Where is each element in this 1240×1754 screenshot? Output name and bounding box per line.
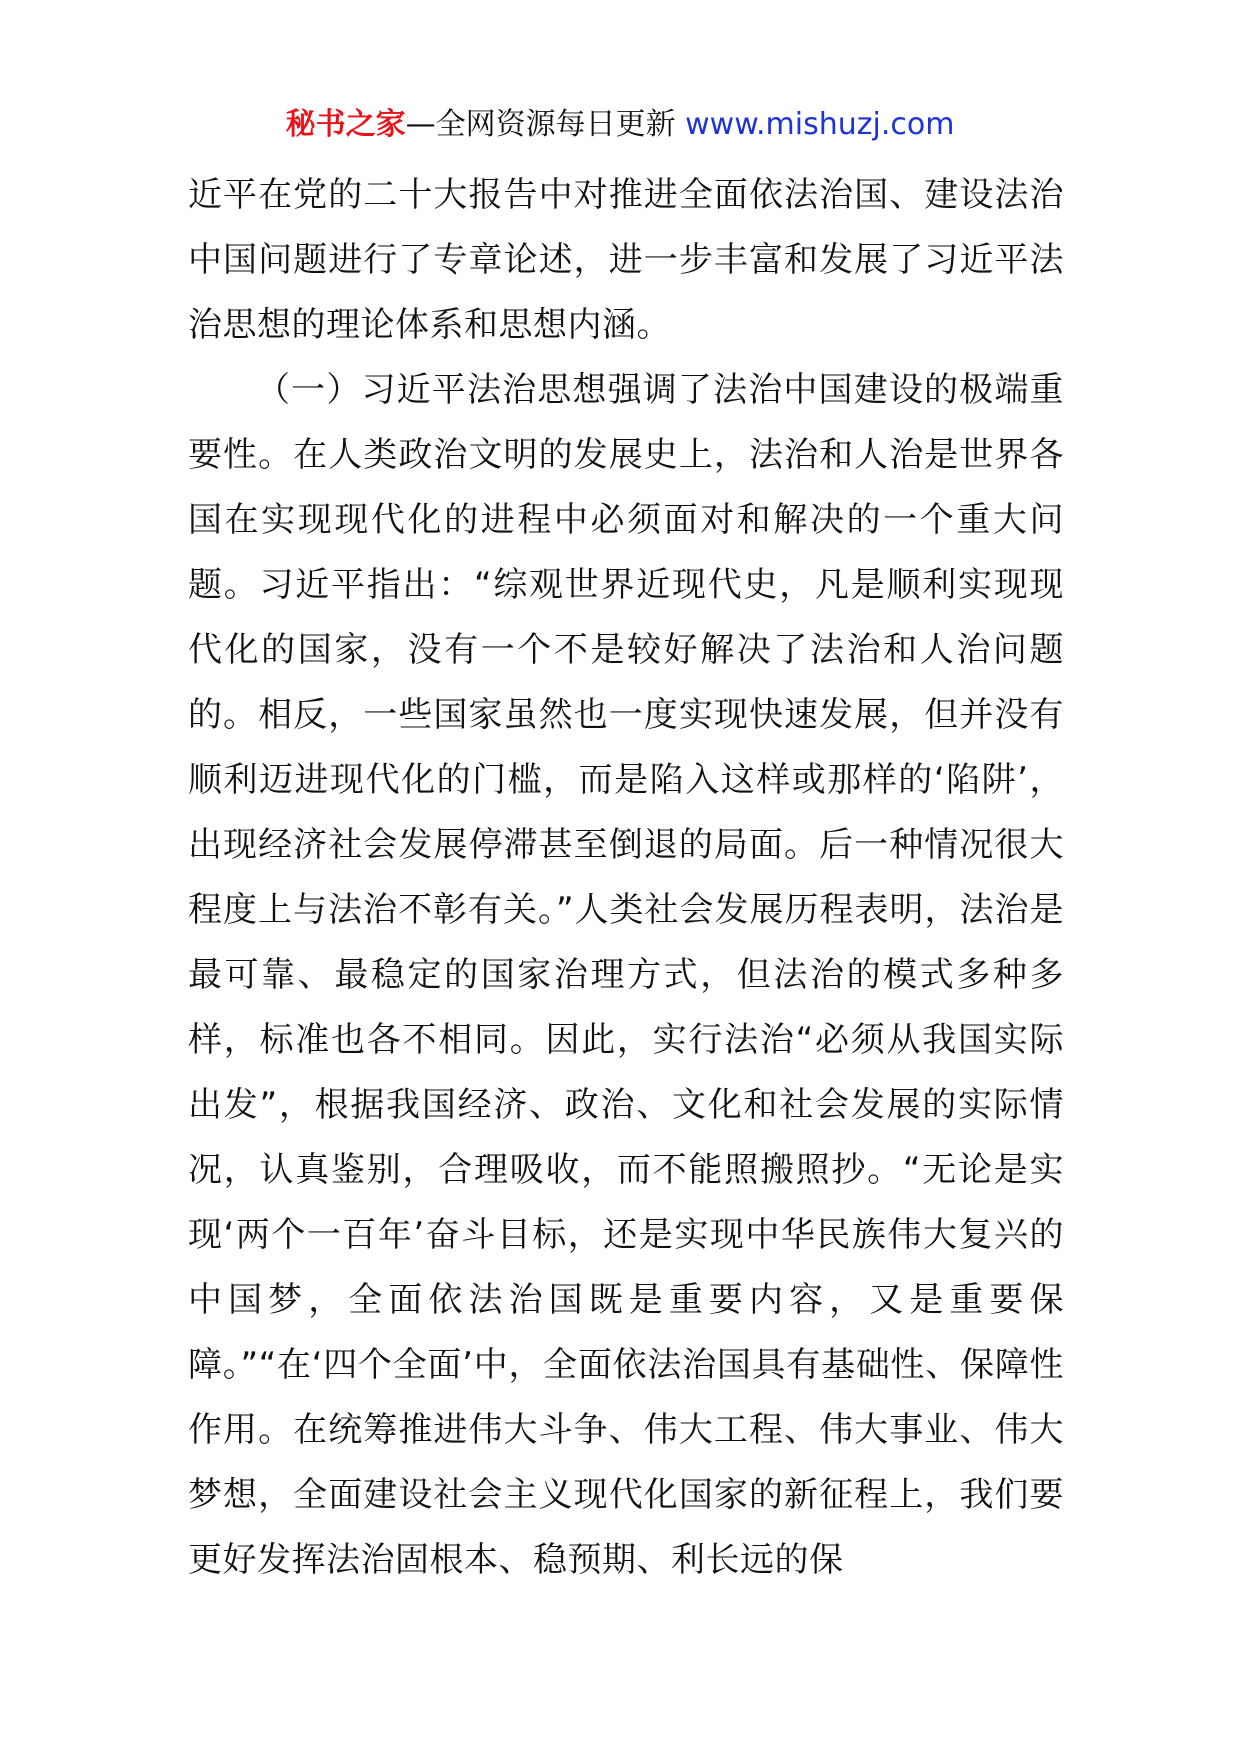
header-url-link[interactable]: www.mishuzj.com xyxy=(685,107,955,142)
paragraph-continuation: 近平在党的二十大报告中对推进全面依法治国、建设法治中国问题进行了专章论述，进一步丰富和发展了习近平法治思想的理论体系和思想内涵。 xyxy=(188,175,1064,345)
header-brand: 秘书之家 xyxy=(285,107,406,142)
page-header xyxy=(0,104,1240,146)
header-tagline: —全网资源每日更新 xyxy=(405,107,676,142)
document-body xyxy=(188,163,1064,1593)
paragraph-section-one: （一）习近平法治思想强调了法治中国建设的极端重要性。在人类政治文明的发展史上，法治和人治是世界各国在实现现代化的进程中必须面对和解决的一个重大问题。习近平指出：“综观世界近现代史，凡是顺利实现现代化的国家，没有一个不是较好解决了法治和人治问题的。相反，一些国家虽然也一度实现快速发展，但并没有顺利迈进现代化的门槛，而是陷入这样或那样的‘陷阱’，出现经济社会发展停滞甚至倒退的局面。后一种情况很大程度上与法治不彰有关。”人类社会发展历程表明，法治是最可靠、最稳定的国家治理方式，但法治的模式多种多样，标准也各不相同。因此，实行法治“必须从我国实际出发”，根据我国经济、政治、文化和社会发展的实际情况，认真鉴别，合理吸收，而不能照搬照抄。“无论是实现‘两个一百年’奋斗目标，还是实现中华民族伟大复兴的中国梦，全面依法治国既是重要内容，又是重要保障。”“在‘四个全面’中，全面依法治国具有基础性、保障性作用。在统筹推进伟大斗争、伟大工程、伟大事业、伟大梦想，全面建设社会主义现代化国家的新征程上，我们要更好发挥法治固根本、稳预期、利长远的保 xyxy=(188,370,1064,1580)
